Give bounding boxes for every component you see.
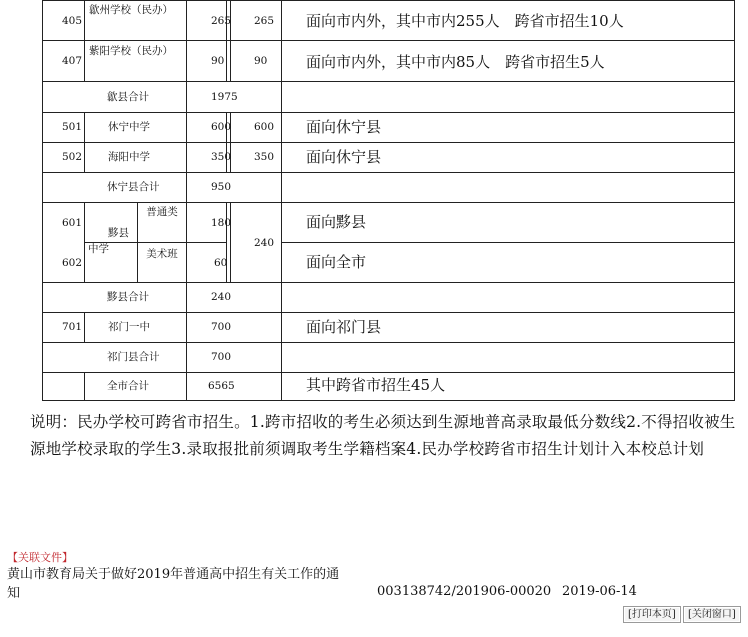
total-count: 90	[254, 55, 268, 67]
note-text: 面向祁门县	[306, 318, 382, 336]
note-text: 面向黟县	[306, 213, 367, 231]
plan-count: 90	[211, 55, 225, 67]
plan-count: 60	[214, 257, 228, 269]
plan-count: 180	[211, 217, 232, 229]
related-file-code: 003138742/201906-00020	[377, 584, 552, 599]
school-name: 休宁中学	[108, 121, 150, 133]
total-count: 350	[254, 151, 275, 163]
school-code: 502	[62, 151, 83, 163]
school-code: 407	[62, 55, 83, 67]
total-count: 240	[254, 237, 275, 249]
school-name: 黟县	[108, 227, 129, 239]
county-total-value: 1975	[211, 91, 238, 103]
school-code: 601	[62, 217, 83, 229]
related-file-link[interactable]: 黄山市教育局关于做好2019年普通高中招生有关工作的通知	[7, 567, 340, 601]
print-page-button[interactable]: [打印本页]	[623, 606, 681, 623]
note-text: 面向全市	[306, 253, 367, 271]
plan-count: 350	[211, 151, 232, 163]
note-text: 面向市内外，其中市内255人 跨省市招生10人	[306, 12, 624, 30]
notes-text: 说明：民办学校可跨省市招生。1.跨市招收的考生必须达到生源地普高录取最低分数线2.不得招收被生源地学校录取的学生3.录取报批前须调取考生学籍档案4.民办学校跨省市招生计划计入本校总计划	[30, 413, 736, 458]
county-total-label: 祁门县合计	[107, 351, 160, 363]
plan-count: 600	[211, 121, 232, 133]
total-count: 265	[254, 15, 275, 27]
county-total-value: 700	[211, 351, 232, 363]
explanatory-notes	[8, 409, 743, 463]
county-total-label: 歙县合计	[107, 91, 149, 103]
plan-count: 700	[211, 321, 232, 333]
school-name-suffix: 中学	[88, 243, 109, 255]
note-text: 面向休宁县	[306, 148, 382, 166]
county-total-label: 休宁县合计	[107, 181, 160, 193]
related-files-tag: 【关联文件】	[7, 551, 73, 564]
school-code: 602	[62, 257, 83, 269]
related-file-date: 2019-06-14	[562, 584, 637, 599]
note-text: 面向休宁县	[306, 118, 382, 136]
school-name: 紫阳学校（民办）	[89, 45, 173, 57]
track-label: 普通类	[146, 206, 178, 218]
plan-count: 265	[211, 15, 232, 27]
school-name: 祁门一中	[108, 321, 150, 333]
county-total-label: 黟县合计	[107, 291, 149, 303]
school-code: 405	[62, 15, 83, 27]
school-name: 海阳中学	[108, 151, 150, 163]
total-count: 600	[254, 121, 275, 133]
close-window-button[interactable]: [关闭窗口]	[683, 606, 741, 623]
track-label: 美术班	[146, 248, 178, 260]
city-total-label: 全市合计	[107, 380, 149, 392]
county-total-value: 240	[211, 291, 232, 303]
note-text: 其中跨省市招生45人	[306, 376, 446, 394]
county-total-value: 950	[211, 181, 232, 193]
city-total-value: 6565	[208, 380, 235, 392]
school-code: 501	[62, 121, 83, 133]
note-text: 面向市内外，其中市内85人 跨省市招生5人	[306, 53, 605, 71]
school-code: 701	[62, 321, 83, 333]
school-name: 歙州学校（民办）	[89, 4, 173, 16]
